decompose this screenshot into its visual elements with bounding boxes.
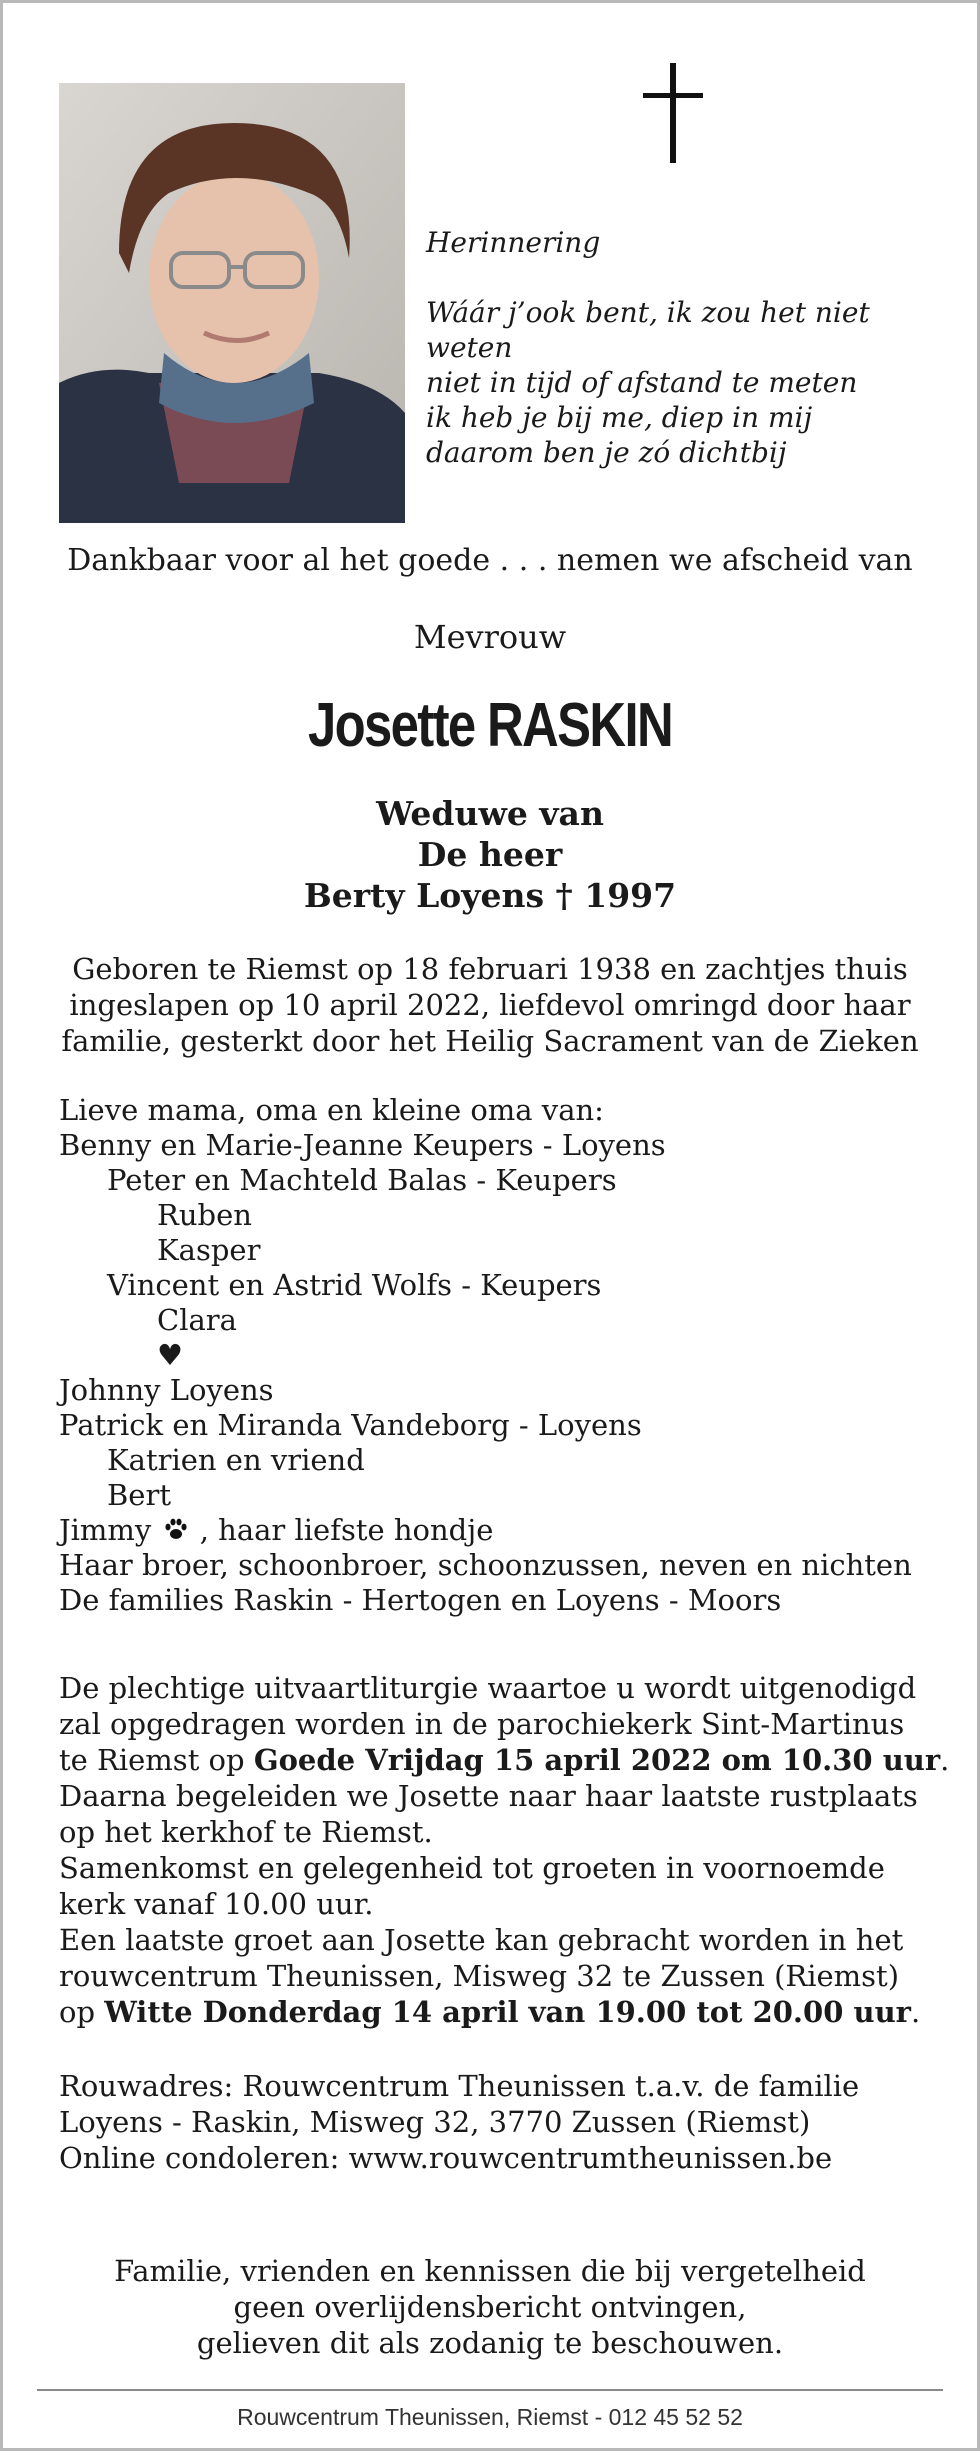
closing-line: geen overlijdensbericht ontvingen, [233,2290,747,2324]
family-list [59,1093,959,1618]
family-member: Benny en Marie-Jeanne Keupers - Loyens [59,1128,666,1162]
portrait-illustration [59,83,405,523]
deceased-name: Josette RASKIN [307,691,673,760]
ceremony-line: kerk vanaf 10.00 uur. [59,1887,374,1921]
ceremony-line: zal opgedragen worden in de parochiekerk Sint-Martinus [59,1707,905,1741]
bio-line: familie, gesterkt door het Heilig Sacrament van de Zieken [61,1024,919,1058]
poem-title: Herinnering [426,226,601,259]
family-member: Haar broer, schoonbroer, schoonzussen, neven en nichten [59,1548,912,1582]
family-member: Vincent en Astrid Wolfs - Keupers [107,1268,602,1302]
paw-icon [163,1516,189,1542]
poem-line: Wáár j’ook bent, ik zou het niet weten [426,296,870,364]
visitation-date: Witte Donderdag 14 april van 19.00 tot 20.00 uur [104,1995,911,2029]
closing-line: Familie, vrienden en kennissen die bij vergetelheid [114,2254,866,2288]
family-member: Ruben [157,1198,252,1232]
funeral-date: Goede Vrijdag 15 april 2022 om 10.30 uur [253,1743,941,1777]
family-member: Clara [157,1303,237,1337]
family-member-pet [59,1513,959,1548]
ceremony-details [59,1670,959,2030]
intro-text: Dankbaar voor al het goede . . . nemen we afscheid van [67,543,913,578]
condolence-link[interactable]: Online condoleren: www.rouwcentrumtheunissen.be [59,2141,833,2175]
honorific: Mevrouw [413,618,567,656]
ceremony-text: . [910,1995,921,2029]
ceremony-line: Een laatste groet aan Josette kan gebracht worden in het [59,1923,904,1957]
family-member: Johnny Loyens [59,1373,274,1407]
cross-icon [643,63,703,163]
poem [426,225,946,470]
family-member: Patrick en Miranda Vandeborg - Loyens [59,1408,642,1442]
family-member: De families Raskin - Hertogen en Loyens - Moors [59,1583,782,1617]
poem-line: niet in tijd of afstand te meten [426,366,858,399]
family-heading: Lieve mama, oma en kleine oma van: [59,1093,604,1127]
spouse-line: Weduwe van [376,794,604,833]
ceremony-line: Samenkomst en gelegenheid tot groeten in voornoemde [59,1851,885,1885]
ceremony-text: op [59,1995,105,2029]
spouse-line: De heer [417,835,563,874]
family-member: Katrien en vriend [107,1443,365,1477]
family-member: Bert [107,1478,171,1512]
portrait-photo [59,83,405,523]
pet-description: , haar liefste hondje [199,1513,494,1547]
ceremony-line [59,1742,959,1778]
ceremony-text: te Riemst op [59,1743,254,1777]
ceremony-line: op het kerkhof te Riemst. [59,1815,433,1849]
closing-note [3,2253,977,2361]
poem-line: ik heb je bij me, diep in mij [426,401,813,434]
spouse-block [3,793,977,916]
spouse-name: Berty Loyens † 1997 [303,876,677,915]
footer-divider [37,2389,943,2391]
family-member: Peter en Machteld Balas - Keupers [107,1163,617,1197]
address-line: Rouwadres: Rouwcentrum Theunissen t.a.v. de familie [59,2069,860,2103]
address-line: Loyens - Raskin, Misweg 32, 3770 Zussen (Riemst) [59,2105,811,2139]
bio-line: Geboren te Riemst op 18 februari 1938 en zachtjes thuis [72,952,908,986]
ceremony-line: Daarna begeleiden we Josette naar haar laatste rustplaats [59,1779,918,1813]
heart-icon: ♥ [157,1338,183,1372]
ceremony-line: De plechtige uitvaartliturgie waartoe u wordt uitgenodigd [59,1671,917,1705]
poem-line: daarom ben je zó dichtbij [426,436,787,469]
closing-line: gelieven dit als zodanig te beschouwen. [196,2326,784,2360]
pet-name: Jimmy [59,1513,152,1547]
ceremony-line [59,1994,959,2030]
ceremony-text: . [940,1743,950,1777]
footer-contact: Rouwcentrum Theunissen, Riemst - 012 45 52 52 [237,2404,743,2430]
bio-line: ingeslapen op 10 april 2022, liefdevol omringd door haar [69,988,911,1022]
family-member: Kasper [157,1233,261,1267]
ceremony-line: rouwcentrum Theunissen, Misweg 32 te Zussen (Riemst) [59,1959,900,1993]
biography [3,951,977,1059]
mourning-address [59,2068,959,2176]
